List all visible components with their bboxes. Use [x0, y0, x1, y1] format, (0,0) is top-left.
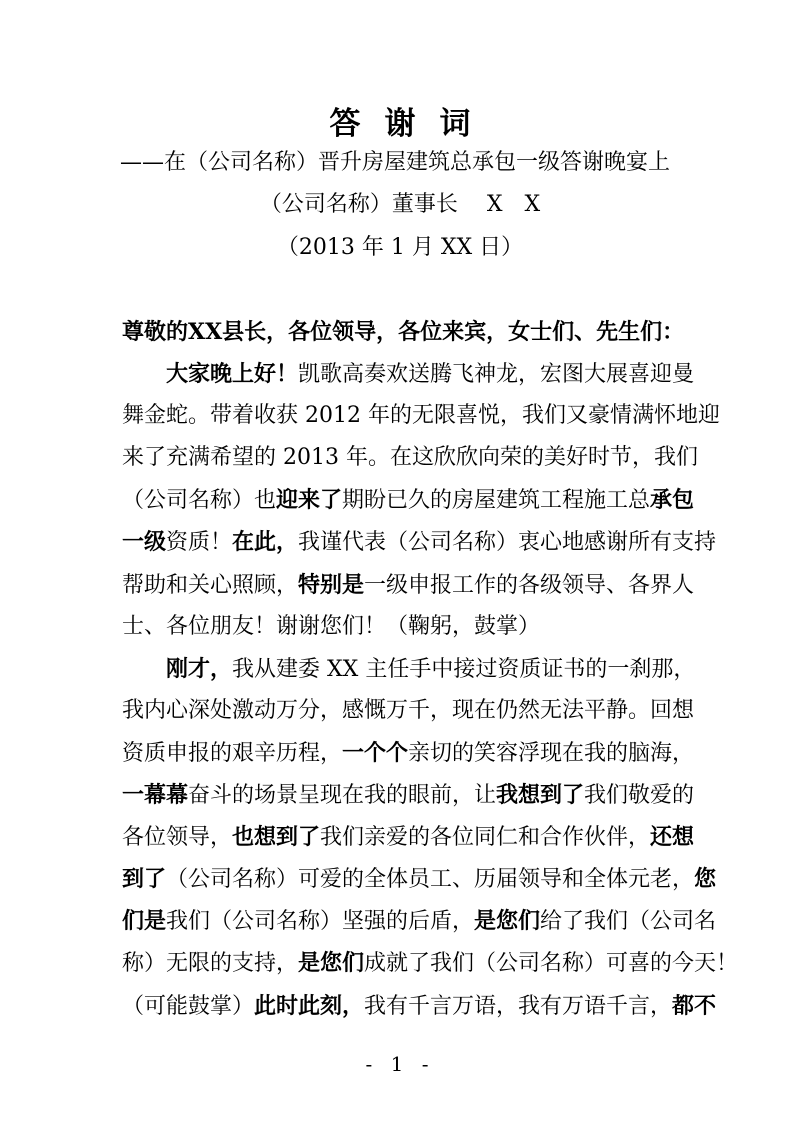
text-bold: 还想 [650, 824, 695, 851]
text-bold: 一个个 [342, 739, 409, 766]
text: 一级申报工作的各级领导、各界人 [364, 572, 695, 598]
paragraph-2-line [122, 858, 717, 900]
text: 各位领导， [122, 825, 233, 851]
text: 亲切的笑容浮现在我的脑海， [408, 740, 695, 766]
text-bold: 都不 [672, 992, 717, 1019]
paragraph-1-line [122, 606, 682, 648]
paragraph-2-line [122, 942, 739, 984]
text: 我谨代表（公司名称）衷心地感谢所有支持 [298, 530, 717, 556]
date-line: （2013 年 1 月 XX 日） [276, 235, 524, 260]
text: 给了我们（公司名 [540, 909, 717, 935]
text-bold: 是您们 [474, 908, 541, 935]
greeting-line [122, 311, 685, 353]
text-bold: 一幕幕 [122, 782, 189, 809]
text-bold: 是您们 [298, 950, 365, 977]
text-bold: 我想到了 [496, 782, 585, 809]
text: 称）无限的支持， [122, 951, 299, 977]
text: 我内心深处激动万分，感慨万千，现在仍然无法平静。回想 [122, 697, 695, 723]
text: 我们（公司名称）坚强的后盾， [166, 909, 475, 935]
text-bold: 在此， [232, 529, 299, 556]
text: 舞金蛇。带着收获 2012 年的无限喜悦，我们又豪情满怀地迎 [122, 403, 720, 429]
document-body [122, 311, 739, 1027]
text: 帮助和关心照顾， [122, 572, 299, 598]
text: 期盼已久的房屋建筑工程施工总 [342, 488, 651, 514]
paragraph-2-line [122, 900, 717, 942]
paragraph-2-line [122, 690, 695, 732]
paragraph-2-line [122, 732, 695, 774]
text: 资质申报的艰辛历程， [122, 740, 343, 766]
text: 成就了我们（公司名称）可喜的今天！ [364, 951, 739, 977]
text: 我有千言万语，我有万语千言， [364, 993, 673, 1019]
text-bold: 您 [694, 866, 717, 893]
paragraph-1-line [122, 395, 720, 437]
text: 来了充满希望的 2013 年。在这欣欣向荣的美好时节，我们 [122, 445, 698, 471]
text: （公司名称）也 [122, 488, 277, 514]
speaker-line: （公司名称）董事长 X X [259, 192, 541, 217]
text-bold: 也想到了 [232, 824, 321, 851]
text-bold: 此时此刻， [254, 992, 365, 1019]
text: 我从建委 XX 主任手中接过资质证书的一刹那， [232, 656, 696, 682]
text: 凯歌高奏欢送腾飞神龙，宏图大展喜迎曼 [298, 362, 695, 388]
greeting-text: 尊敬的XX县长，各位领导，各位来宾，女士们、先生们： [122, 319, 685, 345]
paragraph-2-line [122, 648, 696, 690]
paragraph-1-line [122, 353, 695, 395]
paragraph-1-line [122, 437, 698, 479]
page-number: - 1 - [365, 1052, 435, 1076]
text: 奋斗的场景呈现在我的眼前，让 [188, 783, 497, 809]
text: 士、各位朋友！谢谢您们！（鞠躬，鼓掌） [122, 613, 541, 639]
text-bold: 迎来了 [276, 487, 343, 514]
text: （公司名称）可爱的全体员工、历届领导和全体元老， [166, 867, 695, 893]
text-bold: 到了 [122, 866, 167, 893]
paragraph-1-line [122, 521, 717, 563]
document-title: 答谢词 [329, 106, 495, 142]
paragraph-2-line [122, 985, 717, 1027]
text-bold: 特别是 [298, 571, 365, 598]
document-subtitle: ——在（公司名称）晋升房屋建筑总承包一级答谢晚宴上 [120, 150, 671, 175]
text: 我们敬爱的 [584, 783, 695, 809]
text: 我们亲爱的各位同仁和合作伙伴， [320, 825, 651, 851]
paragraph-2-line [122, 816, 695, 858]
text-bold: 们是 [122, 908, 167, 935]
text-bold: 大家晚上好！ [166, 361, 299, 388]
text: （可能鼓掌） [122, 993, 255, 1019]
text-bold: 刚才， [166, 655, 233, 682]
paragraph-1-line [122, 564, 695, 606]
text-bold: 一级 [122, 529, 167, 556]
text: 资质！ [166, 530, 233, 556]
paragraph-2-line [122, 774, 695, 816]
text-bold: 承包 [650, 487, 695, 514]
paragraph-1-line [122, 479, 695, 521]
